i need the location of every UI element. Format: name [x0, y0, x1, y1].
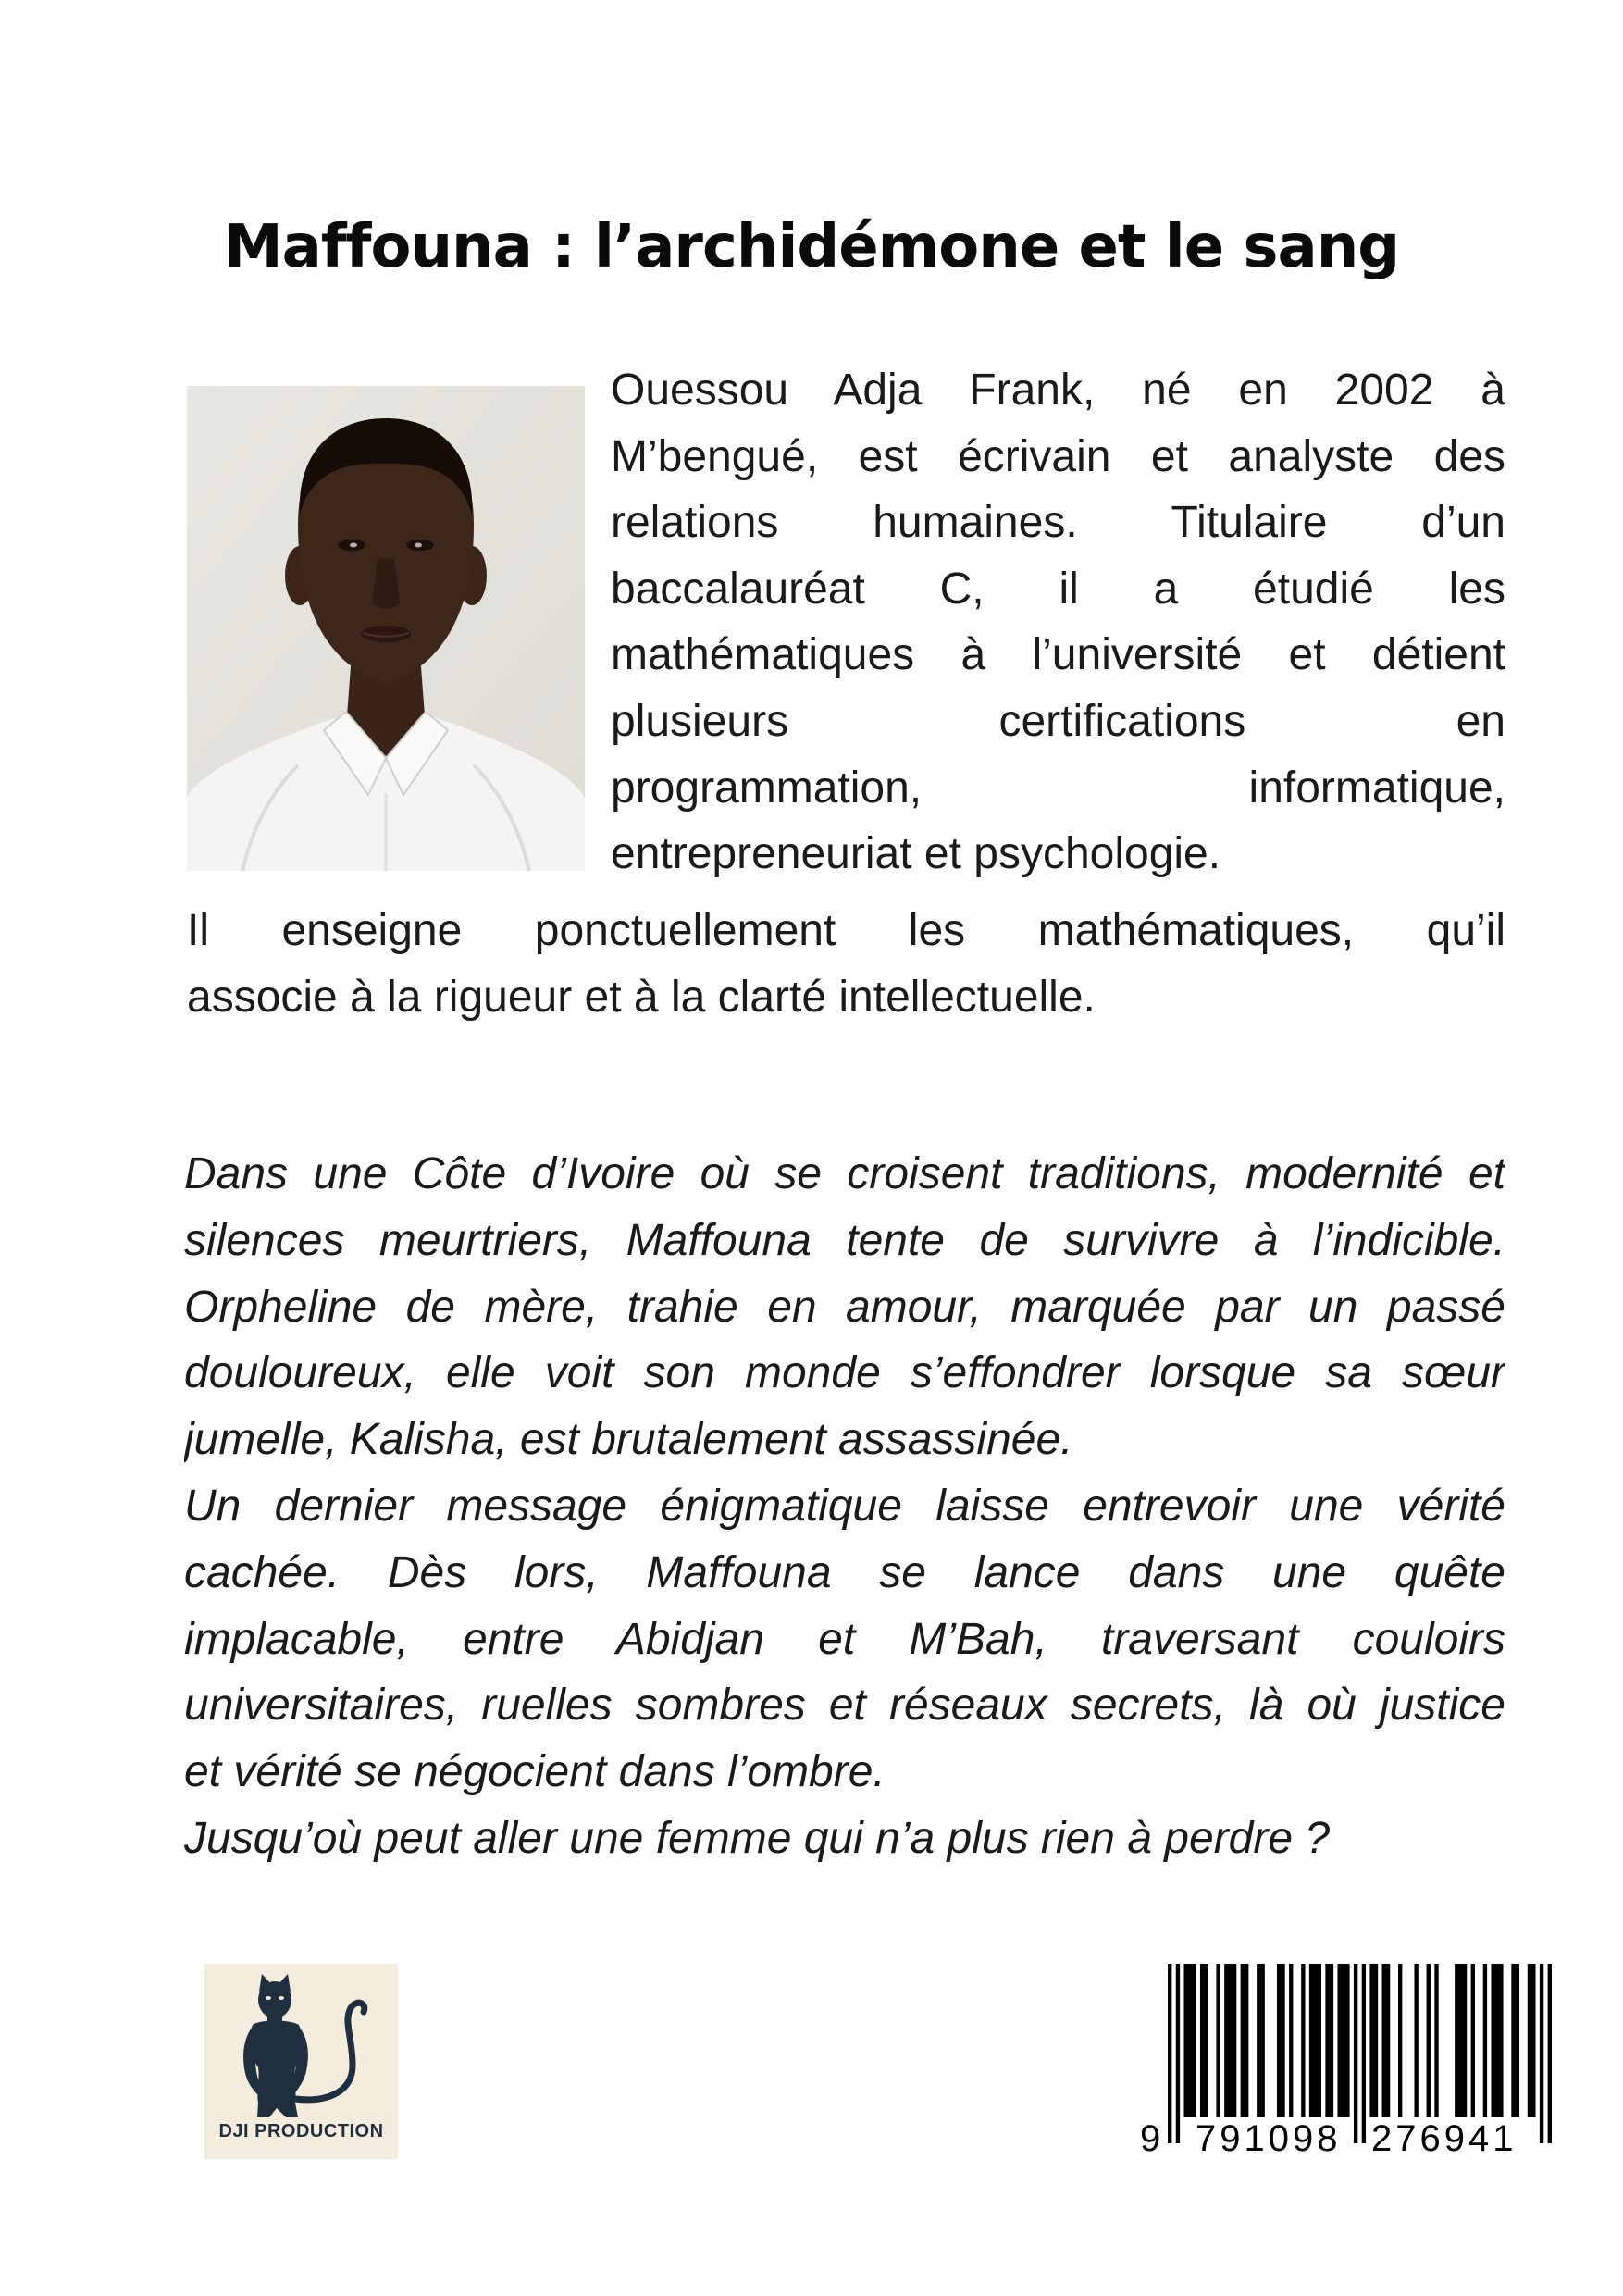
- barcode-bar: [1414, 1964, 1418, 2117]
- barcode-digits-right: 276941: [1371, 2118, 1518, 2159]
- synopsis-line: jumelle, Kalisha, est brutalement assassinée.: [184, 1415, 1073, 1465]
- synopsis-line: Orpheline de mère, trahie en amour, marquée par un passé: [184, 1282, 1505, 1332]
- barcode-bar: [1491, 1964, 1503, 2117]
- bio-line: mathématiques à l’université et détient: [611, 630, 1505, 680]
- barcode-bar: [1337, 1964, 1349, 2117]
- barcode-bar: [1362, 1964, 1366, 2143]
- author-portrait-icon: [187, 386, 585, 871]
- bio-line: associe à la rigueur et à la clarté intellectuelle.: [187, 973, 1096, 1022]
- barcode-bar: [1471, 1964, 1475, 2117]
- barcode-bar: [1398, 1964, 1402, 2117]
- bio-line: Ouessou Adja Frank, né en 2002 à: [611, 366, 1505, 415]
- barcode-bar: [1455, 1964, 1467, 2117]
- barcode-bar: [1427, 1964, 1431, 2117]
- synopsis-paragraph: [184, 1473, 1505, 1806]
- synopsis-line: Dans une Côte d’Ivoire où se croisent traditions, modernité et: [184, 1149, 1505, 1198]
- synopsis-line: douloureux, elle voit son monde s’effondrer lorsque sa sœur: [184, 1348, 1505, 1398]
- synopsis-paragraph: [184, 1141, 1505, 1473]
- barcode-bar: [1483, 1964, 1487, 2117]
- barcode-bar: [1183, 1964, 1196, 2117]
- barcode-bar: [1241, 1964, 1249, 2117]
- synopsis-line: implacable, entre Abidjan et M’Bah, traversant couloirs: [184, 1614, 1505, 1664]
- barcode-bar: [1176, 1964, 1180, 2143]
- barcode-digit-first: 9: [1140, 2118, 1165, 2159]
- barcode-bar: [1257, 1964, 1265, 2117]
- barcode-bar: [1277, 1964, 1285, 2117]
- bio-line: baccalauréat C, il a étudié les: [611, 564, 1505, 614]
- barcode-bar: [1511, 1964, 1519, 2117]
- barcode-bar: [1382, 1964, 1391, 2117]
- barcode-bar: [1216, 1964, 1220, 2117]
- barcode-bar: [1200, 1964, 1208, 2117]
- isbn-barcode: [1134, 1964, 1554, 2159]
- barcode-bar: [1528, 1964, 1536, 2117]
- barcode-bar: [1369, 1964, 1378, 2117]
- synopsis-line: cachée. Dès lors, Maffouna se lance dans une quête: [184, 1547, 1505, 1597]
- barcode-digits-left: 791098: [1196, 2118, 1342, 2159]
- barcode-bar: [1548, 1964, 1552, 2143]
- bio-line: Il enseigne ponctuellement les mathématiques, qu’il: [187, 906, 1505, 955]
- barcode-bar: [1168, 1964, 1171, 2143]
- synopsis: [184, 1141, 1505, 1872]
- synopsis-line: Un dernier message énigmatique laisse entrevoir une vérité: [184, 1481, 1505, 1531]
- barcode-bar: [1289, 1964, 1293, 2117]
- barcode-bar: [1224, 1964, 1236, 2117]
- barcode-bar: [1434, 1964, 1438, 2117]
- bio-line: entrepreneuriat et psychologie.: [611, 829, 1221, 879]
- author-photo: [187, 386, 585, 871]
- barcode-bar: [1540, 1964, 1543, 2143]
- bio-line: plusieurs certifications en: [611, 696, 1505, 746]
- bio-line: M’bengué, est écrivain et analyste des: [611, 431, 1505, 481]
- synopsis-line: universitaires, ruelles sombres et réseaux secrets, là où justice: [184, 1681, 1505, 1731]
- synopsis-line: Jusqu’où peut aller une femme qui n’a plus rien à perdre ?: [184, 1813, 1331, 1863]
- synopsis-line: et vérité se négocient dans l’ombre.: [184, 1747, 886, 1797]
- publisher-name: DJI PRODUCTION: [218, 2121, 384, 2141]
- author-bio: [611, 357, 1505, 887]
- book-title: Maffouna : l’archidémone et le sang: [223, 213, 1400, 281]
- barcode-bar: [1325, 1964, 1333, 2117]
- publisher-logo: [204, 1964, 398, 2159]
- barcode-bar: [1301, 1964, 1305, 2117]
- bio-line: relations humaines. Titulaire d’un: [611, 498, 1505, 548]
- synopsis-line: silences meurtriers, Maffouna tente de survivre à l’indicible.: [184, 1215, 1505, 1265]
- bio-line: programmation, informatique,: [611, 763, 1505, 813]
- barcode-bar: [1354, 1964, 1357, 2143]
- synopsis-paragraph: [184, 1806, 1505, 1872]
- barcode-bar: [1309, 1964, 1321, 2117]
- author-bio-continued: [187, 898, 1505, 1031]
